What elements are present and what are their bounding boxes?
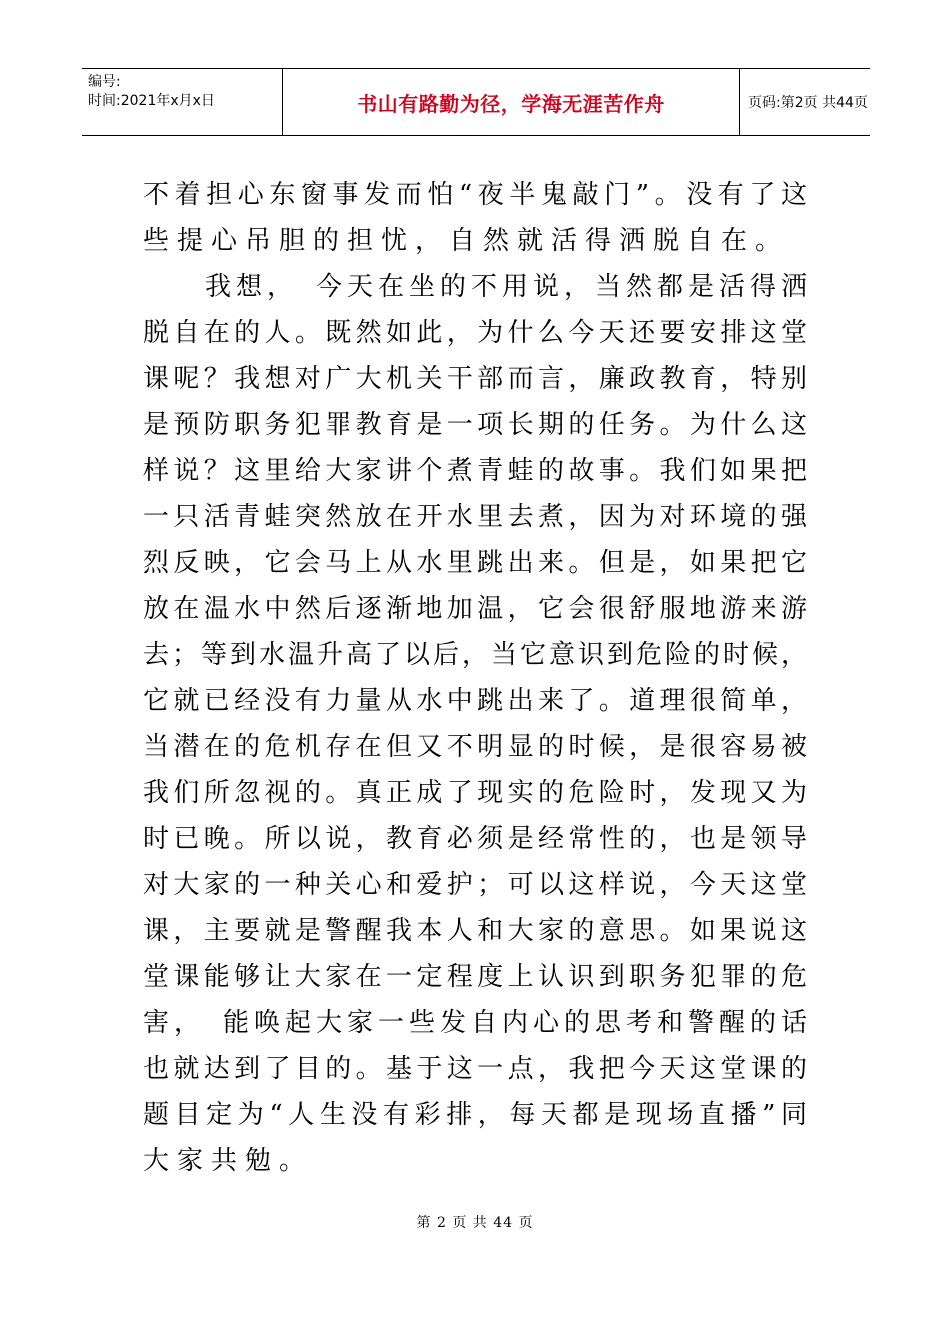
body-line: 课呢？我想对广大机关干部而言，廉政教育，特别 [143, 364, 807, 394]
body-line: 它就已经没有力量从水中跳出来了。道理很简单， [143, 686, 807, 716]
body-line: 堂课能够让大家在一定程度上认识到职务犯罪的危 [143, 962, 807, 992]
body-line: 题目定为“人生没有彩排，每天都是现场直播”同 [143, 1100, 807, 1130]
body-line: 对大家的一种关心和爱护；可以这样说，今天这堂 [143, 870, 807, 900]
body-line: 我们所忽视的。真正成了现实的危险时，发现又为 [143, 778, 807, 808]
body-line: 一只活青蛙突然放在开水里去煮，因为对环境的强 [143, 502, 807, 532]
body-line: 烈反映，它会马上从水里跳出来。但是，如果把它 [143, 548, 807, 578]
body-line: 课，主要就是警醒我本人和大家的意思。如果说这 [143, 916, 807, 946]
header-motto: 书山有路勤为径，学海无涯苦作舟 [283, 69, 740, 135]
body-line: 也就达到了目的。基于这一点，我把今天这堂课的 [143, 1054, 807, 1084]
header-number-label: 编号: [88, 74, 121, 90]
body-line: 不着担心东窗事发而怕“夜半鬼敲门”。没有了这 [143, 180, 807, 210]
body-line: 时已晚。所以说，教育必须是经常性的，也是领导 [143, 824, 807, 854]
body-line: 样说？这里给大家讲个煮青蛙的故事。我们如果把 [143, 456, 807, 486]
body-line: 大家共勉。 [143, 1146, 314, 1176]
body-line: 放在温水中然后逐渐地加温，它会很舒服地游来游 [143, 594, 807, 624]
page-footer: 第 2 页 共 44 页 [416, 1215, 534, 1231]
header-meta [82, 69, 283, 135]
body-line: 是预防职务犯罪教育是一项长期的任务。为什么这 [143, 410, 807, 440]
document-header [82, 68, 870, 136]
header-time-label: 时间:2021年x月x日 [88, 93, 215, 109]
body-line: 我想， 今天在坐的不用说，当然都是活得洒 [143, 272, 807, 302]
body-line: 当潜在的危机存在但又不明显的时候，是很容易被 [143, 732, 807, 762]
body-line: 脱自在的人。既然如此，为什么今天还要安排这堂 [143, 318, 807, 348]
body-line: 些提心吊胆的担忧，自然就活得洒脱自在。 [143, 226, 790, 256]
body-line: 害， 能唤起大家一些发自内心的思考和警醒的话 [143, 1008, 807, 1038]
document-body [143, 172, 807, 1184]
body-line: 去；等到水温升高了以后，当它意识到危险的时候， [143, 640, 807, 670]
header-page-info: 页码:第2页 共44页 [748, 95, 868, 111]
